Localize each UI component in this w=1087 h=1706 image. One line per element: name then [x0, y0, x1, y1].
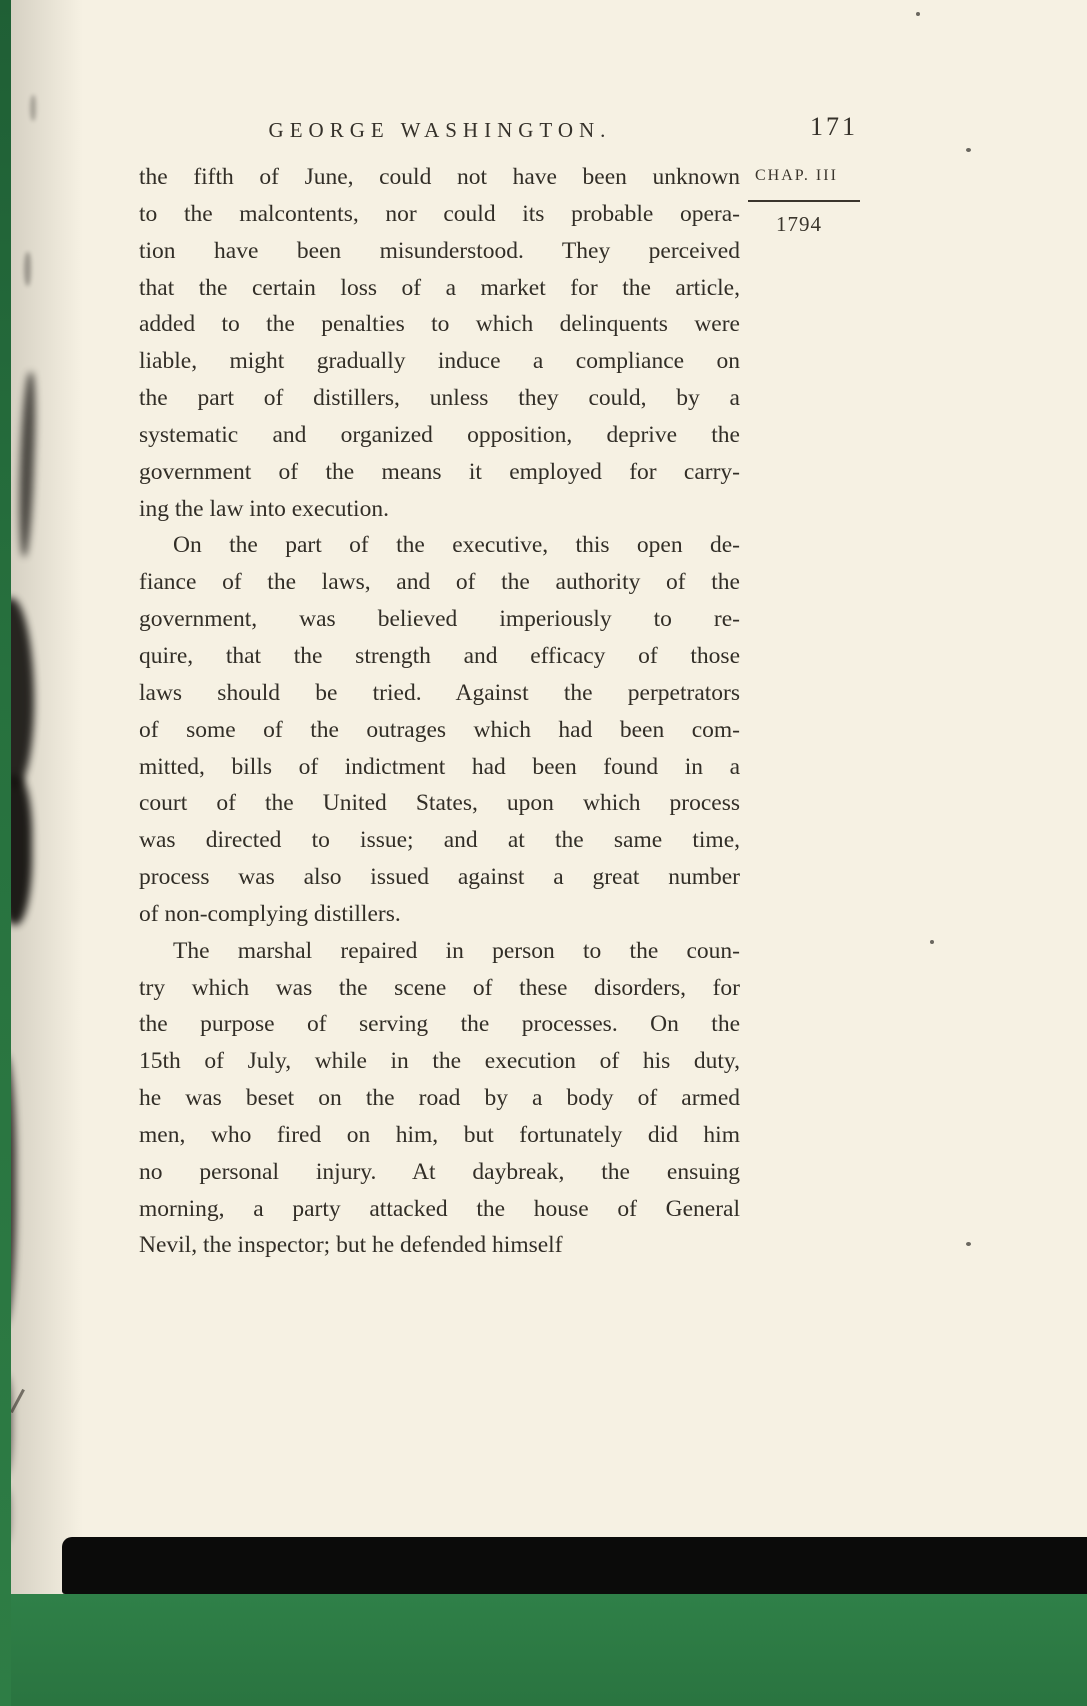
- scan-smudge: [24, 252, 31, 286]
- text-line: that the certain loss of a market for the article,: [139, 274, 740, 301]
- cover-edge-left: [0, 0, 11, 1706]
- paragraph: [139, 933, 740, 1265]
- paragraph: [139, 159, 740, 527]
- text-line: government, was believed imperiously to re-: [139, 606, 740, 633]
- text-line: On the part of the executive, this open de-: [173, 532, 740, 559]
- text-line: fiance of the laws, and of the authority of the: [139, 569, 740, 596]
- scan-smudge: [30, 95, 36, 121]
- text-line: to the malcontents, nor could its probable opera-: [139, 200, 740, 227]
- text-line: added to the penalties to which delinquents were: [139, 311, 740, 338]
- text-line: 15th of July, while in the execution of his duty,: [139, 1048, 740, 1075]
- text-block: [139, 159, 740, 1264]
- text-line: no personal injury. At daybreak, the ensuing: [139, 1158, 740, 1185]
- text-line: men, who fired on him, but fortunately did him: [139, 1121, 740, 1148]
- text-line: Nevil, the inspector; but he defended himself: [139, 1232, 563, 1259]
- text-line: laws should be tried. Against the perpetrators: [139, 679, 740, 706]
- text-line: try which was the scene of these disorders, for: [139, 974, 740, 1001]
- text-line: The marshal repaired in person to the coun-: [173, 937, 740, 964]
- text-line: tion have been misunderstood. They perceived: [139, 237, 740, 264]
- paragraph: [139, 527, 740, 932]
- text-line: he was beset on the road by a body of armed: [139, 1085, 740, 1112]
- running-head-title: GEORGE WASHINGTON.: [268, 118, 612, 142]
- scan-speck: [916, 12, 920, 16]
- margin-rule: [748, 200, 860, 202]
- scan-speck: [966, 1242, 971, 1246]
- scan-bottom-black-bar: [62, 1537, 1087, 1594]
- text-line: court of the United States, upon which process: [139, 790, 740, 817]
- text-line: systematic and organized opposition, deprive the: [139, 421, 740, 448]
- text-line: mitted, bills of indictment had been found in a: [139, 753, 740, 780]
- text-line: liable, might gradually induce a compliance on: [139, 348, 740, 375]
- text-line: process was also issued against a great number: [139, 864, 740, 891]
- margin-chapter-label: CHAP. III: [755, 167, 838, 184]
- text-line: quire, that the strength and efficacy of those: [139, 642, 740, 669]
- text-line: was directed to issue; and at the same time,: [139, 827, 740, 854]
- text-line: of non-complying distillers.: [139, 900, 401, 927]
- cover-edge-bottom: [0, 1594, 1087, 1706]
- text-line: of some of the outrages which had been com-: [139, 716, 740, 743]
- text-line: the fifth of June, could not have been unknown: [139, 164, 740, 190]
- margin-year-label: 1794: [776, 212, 822, 236]
- text-line: government of the means it employed for carry-: [139, 458, 740, 485]
- scan-speck: [930, 940, 934, 944]
- page-number: 171: [810, 112, 858, 141]
- text-line: the purpose of serving the processes. On the: [139, 1011, 740, 1038]
- text-line: the part of distillers, unless they could, by a: [139, 385, 740, 412]
- text-line: morning, a party attacked the house of General: [139, 1195, 740, 1222]
- scan-speck: [966, 148, 971, 152]
- text-line: ing the law into execution.: [139, 495, 389, 522]
